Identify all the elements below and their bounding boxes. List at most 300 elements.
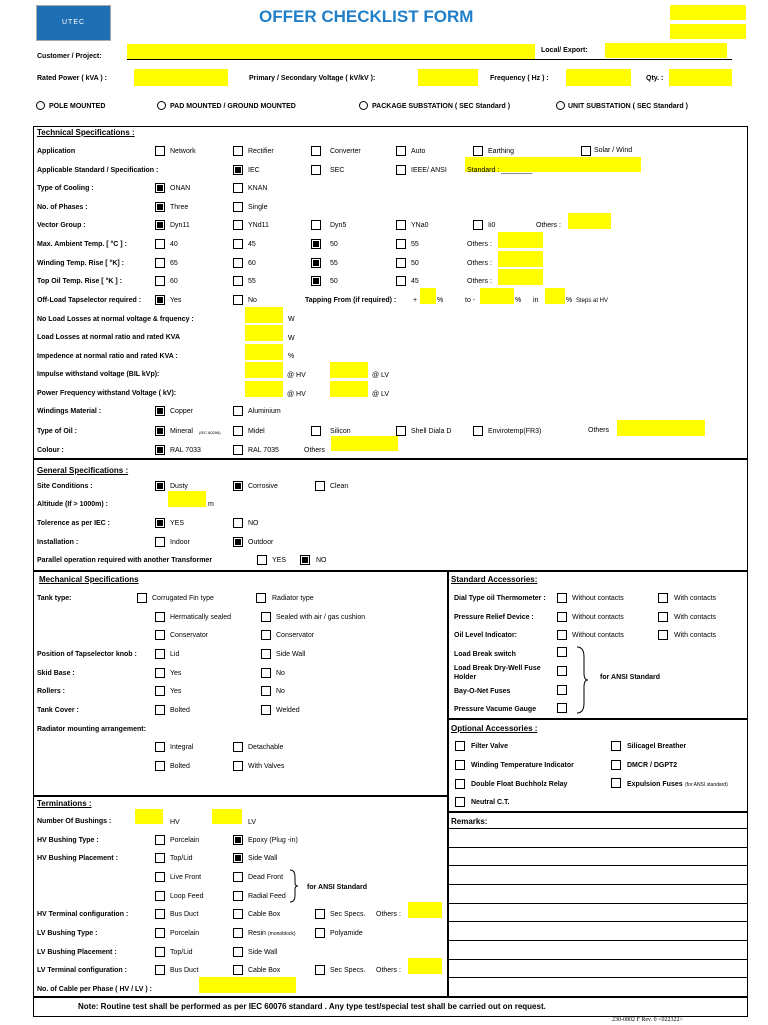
thermometer-label: Dial Type oil Thermometer : <box>454 595 546 602</box>
prd-with-option: With contacts <box>674 614 717 621</box>
remarks-line-1[interactable] <box>449 811 747 829</box>
lv-terminal-label: LV Terminal configuration : <box>37 967 127 974</box>
load-break-switch-label: Load Break switch <box>454 651 516 658</box>
sec-checkbox[interactable] <box>311 165 321 175</box>
prd-label: Pressure Relief Device : <box>454 614 534 621</box>
ambient-45-checkbox[interactable] <box>233 239 243 249</box>
topoil-55-checkbox[interactable] <box>233 276 243 286</box>
cover-bolted-option: Bolted <box>170 707 190 714</box>
dead-front-checkbox[interactable] <box>233 872 243 882</box>
ynd11-checkbox[interactable] <box>233 220 243 230</box>
sec-option: SEC <box>330 167 345 174</box>
vacume-gauge-checkbox[interactable] <box>557 703 567 713</box>
lv-busduct-checkbox[interactable] <box>155 965 165 975</box>
hv-epoxy-checkbox[interactable] <box>233 835 243 845</box>
pole-mounted-radio[interactable] <box>36 101 45 110</box>
steps-hv-label: Steps at HV <box>576 298 609 304</box>
cooling-label: Type of Cooling : <box>37 185 94 192</box>
voltage-field[interactable] <box>418 69 478 86</box>
single-phase-option: Single <box>248 204 268 211</box>
tapknob-sidewall-option: Side Wall <box>276 651 306 658</box>
oil-others-field[interactable] <box>617 420 705 436</box>
ambient-50-option: 50 <box>330 241 338 248</box>
radiator-type-checkbox[interactable] <box>256 593 266 603</box>
general-section <box>33 459 748 571</box>
thermometer-without-option: Without contacts <box>572 595 624 602</box>
lv-bushing-type-label: LV Bushing Type : <box>37 930 98 937</box>
thermometer-without-checkbox[interactable] <box>557 593 567 603</box>
local-export-field[interactable] <box>605 43 727 58</box>
form-title: OFFER CHECKLIST FORM <box>259 7 474 26</box>
expulsion-ansi-note: (for ANSI standard) <box>685 782 728 788</box>
remarks-line-4[interactable] <box>449 867 747 885</box>
dyn5-checkbox[interactable] <box>311 220 321 230</box>
winding-65-checkbox[interactable] <box>155 258 165 268</box>
cable-per-phase-label: No. of Cable per Phase ( HV / LV ) : <box>37 986 152 993</box>
hv-cablebox-checkbox[interactable] <box>233 909 243 919</box>
auto-checkbox[interactable] <box>396 146 406 156</box>
noload-label: No Load Losses at normal voltage & frquency : <box>37 316 194 323</box>
remarks-line-7[interactable] <box>449 923 747 941</box>
envirotemp-checkbox[interactable] <box>473 426 483 436</box>
rectifier-option: Rectifier <box>248 148 274 155</box>
wti-checkbox[interactable] <box>455 760 465 770</box>
converter-option: Converter <box>330 148 361 155</box>
conservator-2-checkbox[interactable] <box>261 630 271 640</box>
hv-bushing-type-label: HV Bushing Type : <box>37 837 99 844</box>
tapknob-lid-checkbox[interactable] <box>155 649 165 659</box>
hv-busduct-option: Bus Duct <box>170 911 199 918</box>
remarks-line-2[interactable] <box>449 830 747 848</box>
std-acc-heading: Standard Accessories: <box>451 575 538 584</box>
ral7035-option: RAL 7035 <box>248 447 279 454</box>
tolerance-no-option: NO <box>248 520 259 527</box>
rollers-yes-checkbox[interactable] <box>155 686 165 696</box>
neutral-ct-checkbox[interactable] <box>455 797 465 807</box>
std-acc-ansi-note: for ANSI Standard <box>600 674 661 681</box>
topoil-label: Top Oil Temp. Rise [ °K ] : <box>37 278 122 285</box>
ambient-40-checkbox[interactable] <box>155 239 165 249</box>
buchholz-option: Double Float Buchholz Relay <box>471 781 568 788</box>
unit-substation-label: UNIT SUBSTATION ( SEC Standard ) <box>568 103 688 110</box>
buchholz-checkbox[interactable] <box>455 779 465 789</box>
shell-diala-checkbox[interactable] <box>396 426 406 436</box>
lv-resin-option: Resin <box>248 930 266 937</box>
lv-monoblock-note: (monoblock) <box>268 931 296 937</box>
ii0-option: Ii0 <box>488 222 496 229</box>
unit-substation-radio[interactable] <box>556 101 565 110</box>
bil-lv-field[interactable] <box>330 362 368 378</box>
site-label: Site Conditions : <box>37 483 93 490</box>
ral7033-checkbox[interactable] <box>155 445 165 455</box>
network-option: Network <box>170 148 196 155</box>
radial-feed-option: Radial Feed <box>248 893 286 900</box>
tapknob-sidewall-checkbox[interactable] <box>261 649 271 659</box>
form-code: 230-0802 F Rev. 0 <022322> <box>612 1017 683 1023</box>
bushings-lv-label: LV <box>248 819 257 826</box>
lv-toplid-checkbox[interactable] <box>155 947 165 957</box>
standard-other-label: Standard : ________ <box>467 167 533 174</box>
fuse-holder-checkbox[interactable] <box>557 666 567 676</box>
ynd11-option: YNd11 <box>248 222 269 229</box>
tapsel-no-option: No <box>248 297 257 304</box>
midel-option: Midel <box>248 428 265 435</box>
loadloss-unit: W <box>288 335 295 342</box>
knan-option: KNAN <box>248 185 268 192</box>
topoil-50-checkbox[interactable] <box>311 276 321 286</box>
indoor-checkbox[interactable] <box>155 537 165 547</box>
oil-others-label: Others <box>588 427 610 434</box>
colour-label: Colour : <box>37 447 64 454</box>
lv-sidewall-option: Side Wall <box>248 949 278 956</box>
vacume-gauge-label: Pressure Vacume Gauge <box>454 706 537 713</box>
dyn11-option: Dyn11 <box>170 222 190 229</box>
with-valves-checkbox[interactable] <box>233 761 243 771</box>
remarks-line-8[interactable] <box>449 942 747 960</box>
lv-resin-checkbox[interactable] <box>233 928 243 938</box>
outdoor-checkbox[interactable] <box>233 537 243 547</box>
ambient-55-option: 55 <box>411 241 419 248</box>
tapping-plus: + <box>413 297 418 304</box>
tolerance-label: Tolerence as per IEC : <box>37 520 111 527</box>
corrugated-checkbox[interactable] <box>137 593 147 603</box>
cable-per-phase-field[interactable] <box>199 977 296 993</box>
impedance-field[interactable] <box>245 344 283 360</box>
ambient-others-field[interactable] <box>498 232 543 248</box>
earthing-option: Earthing <box>488 148 515 155</box>
winding-50-option: 50 <box>411 260 419 267</box>
noload-unit: W <box>288 316 295 323</box>
loadloss-label: Load Losses at normal ratio and rated KVA <box>37 334 181 341</box>
bushings-hv-field[interactable] <box>135 809 163 824</box>
hv-term-others-field[interactable] <box>408 902 442 918</box>
yna0-checkbox[interactable] <box>396 220 406 230</box>
skid-yes-checkbox[interactable] <box>155 668 165 678</box>
bil-hv-field[interactable] <box>245 362 283 378</box>
topoil-others-label: Others : <box>467 278 492 285</box>
lv-term-others-field[interactable] <box>408 958 442 974</box>
vector-others-field[interactable] <box>568 213 611 229</box>
colour-others-label: Others <box>304 447 326 454</box>
bayonet-checkbox[interactable] <box>557 685 567 695</box>
topoil-others-field[interactable] <box>498 269 543 285</box>
loop-feed-option: Loop Feed <box>170 893 204 900</box>
ieee-ansi-checkbox[interactable] <box>396 165 406 175</box>
tapsel-yes-option: Yes <box>170 297 182 304</box>
radial-feed-checkbox[interactable] <box>233 891 243 901</box>
winding-55-option: 55 <box>330 260 338 267</box>
tank-type-label: Tank type: <box>37 595 72 602</box>
rollers-no-option: No <box>276 688 285 695</box>
topoil-45-option: 45 <box>411 278 419 285</box>
winding-others-field[interactable] <box>498 251 543 267</box>
indoor-option: Indoor <box>170 539 190 546</box>
yna0-option: YNa0 <box>411 222 429 229</box>
skid-no-checkbox[interactable] <box>261 668 271 678</box>
lv-porcelain-checkbox[interactable] <box>155 928 165 938</box>
dmcr-option: DMCR / DGPT2 <box>627 762 678 769</box>
package-substation-label: PACKAGE SUBSTATION ( SEC Standard ) <box>372 103 511 110</box>
oil-level-without-checkbox[interactable] <box>557 630 567 640</box>
earthing-checkbox[interactable] <box>473 146 483 156</box>
integral-checkbox[interactable] <box>155 742 165 752</box>
header-field-1[interactable] <box>670 5 746 20</box>
ral7035-checkbox[interactable] <box>233 445 243 455</box>
pfw-hv-field[interactable] <box>245 381 283 397</box>
network-checkbox[interactable] <box>155 146 165 156</box>
application-label: Application <box>37 148 76 155</box>
converter-checkbox[interactable] <box>311 146 321 156</box>
lv-cablebox-checkbox[interactable] <box>233 965 243 975</box>
rollers-no-checkbox[interactable] <box>261 686 271 696</box>
qty-label: Qty. : <box>646 75 664 82</box>
silicagel-checkbox[interactable] <box>611 741 621 751</box>
hv-toplid-checkbox[interactable] <box>155 853 165 863</box>
clean-option: Clean <box>330 483 349 490</box>
conservator-1-option: Conservator <box>170 632 209 639</box>
general-heading: General Specifications : <box>37 466 129 475</box>
loop-feed-checkbox[interactable] <box>155 891 165 901</box>
mineral-option: Mineral <box>170 428 193 435</box>
prd-without-option: Without contacts <box>572 614 624 621</box>
bil-label: Impulse withstand voltage (BIL kVp): <box>37 371 160 378</box>
tapping-plus-field[interactable] <box>420 288 436 304</box>
tapping-minus-field[interactable] <box>480 288 514 304</box>
oil-level-label: Oil Level Indicator: <box>454 632 518 639</box>
lv-sidewall-checkbox[interactable] <box>233 947 243 957</box>
knan-checkbox[interactable] <box>233 183 243 193</box>
tapsel-label: Off-Load Tapselector required : <box>37 297 142 304</box>
lv-placement-label: LV Bushing Placement : <box>37 949 117 956</box>
expulsion-fuses-checkbox[interactable] <box>611 778 621 788</box>
winding-others-label: Others : <box>467 260 492 267</box>
winding-65-option: 65 <box>170 260 178 267</box>
auto-option: Auto <box>411 148 426 155</box>
lv-busduct-option: Bus Duct <box>170 967 199 974</box>
live-front-checkbox[interactable] <box>155 872 165 882</box>
hermetic-checkbox[interactable] <box>155 612 165 622</box>
wti-option: Winding Temperature Indicator <box>471 762 574 769</box>
tapping-steps-field[interactable] <box>545 288 565 304</box>
tapping-to-label: to - <box>465 297 476 304</box>
tolerance-no-checkbox[interactable] <box>233 518 243 528</box>
lv-porcelain-option: Porcelain <box>170 930 200 937</box>
silicon-option: Silicon <box>330 428 351 435</box>
gas-cushion-checkbox[interactable] <box>261 612 271 622</box>
tapping-steps-pct: % <box>566 297 573 304</box>
filter-valve-option: Filter Valve <box>471 743 508 750</box>
three-phase-checkbox[interactable] <box>155 202 165 212</box>
thermometer-with-checkbox[interactable] <box>658 593 668 603</box>
solar-wind-option: Solar / Wind <box>594 147 633 154</box>
technical-section <box>33 126 748 459</box>
live-front-option: Live Front <box>170 874 202 881</box>
customer-field[interactable] <box>127 44 535 59</box>
remarks-line-5[interactable] <box>449 886 747 904</box>
tapping-in-label: in <box>533 297 539 304</box>
ambient-55-checkbox[interactable] <box>396 239 406 249</box>
single-phase-checkbox[interactable] <box>233 202 243 212</box>
header-field-2[interactable] <box>670 24 746 39</box>
iec-option: IEC <box>248 167 260 174</box>
top-rule <box>127 59 732 60</box>
prd-with-checkbox[interactable] <box>658 612 668 622</box>
vector-label: Vector Group : <box>37 222 86 229</box>
aluminium-checkbox[interactable] <box>233 406 243 416</box>
winding-60-checkbox[interactable] <box>233 258 243 268</box>
skid-yes-option: Yes <box>170 670 182 677</box>
ambient-40-option: 40 <box>170 241 178 248</box>
frequency-field[interactable] <box>566 69 631 86</box>
pad-mounted-radio[interactable] <box>157 101 166 110</box>
remarks-line-6[interactable] <box>449 904 747 922</box>
lv-polyamide-option: Polyamide <box>330 930 363 937</box>
dead-front-option: Dead Front <box>248 874 284 881</box>
tapping-from-label: Tapping From (if required) : <box>305 297 397 304</box>
cover-bolted-checkbox[interactable] <box>155 705 165 715</box>
clean-checkbox[interactable] <box>315 481 325 491</box>
hv-sidewall-checkbox[interactable] <box>233 853 243 863</box>
load-break-switch-checkbox[interactable] <box>557 647 567 657</box>
topoil-60-checkbox[interactable] <box>155 276 165 286</box>
loadloss-field[interactable] <box>245 325 283 341</box>
tolerance-yes-option: YES <box>170 520 185 527</box>
local-export-label: Local/ Export: <box>541 47 588 54</box>
hermetic-option: Hermatically sealed <box>170 614 232 621</box>
bushings-label: Number Of Bushings : <box>37 818 112 825</box>
winding-50-checkbox[interactable] <box>396 258 406 268</box>
topoil-55-option: 55 <box>248 278 256 285</box>
altitude-field[interactable] <box>168 491 206 507</box>
bushings-lv-field[interactable] <box>212 809 242 824</box>
vector-others-label: Others : <box>536 222 561 229</box>
technical-heading: Technical Specifications : <box>37 128 135 137</box>
radmount-bolted-checkbox[interactable] <box>155 761 165 771</box>
midel-checkbox[interactable] <box>233 426 243 436</box>
rectifier-checkbox[interactable] <box>233 146 243 156</box>
hv-placement-label: HV Bushing Placement : <box>37 855 118 862</box>
silicon-checkbox[interactable] <box>311 426 321 436</box>
conservator-1-checkbox[interactable] <box>155 630 165 640</box>
tank-cover-label: Tank Cover : <box>37 707 79 714</box>
topoil-45-checkbox[interactable] <box>396 276 406 286</box>
hv-cablebox-option: Cable Box <box>248 911 281 918</box>
shell-diala-option: Shell Diala D <box>411 428 452 435</box>
corrosive-option: Corrosive <box>248 483 278 490</box>
pole-mounted-label: POLE MOUNTED <box>49 103 106 110</box>
pfw-hv-unit: @ HV <box>287 391 306 398</box>
hv-porcelain-option: Porcelain <box>170 837 200 844</box>
lv-cablebox-option: Cable Box <box>248 967 281 974</box>
pfw-lv-unit: @ LV <box>372 391 390 398</box>
bayonet-label: Bay-O-Net Fuses <box>454 688 511 695</box>
corrosive-checkbox[interactable] <box>233 481 243 491</box>
winding-55-checkbox[interactable] <box>311 258 321 268</box>
radmount-label: Radiator mounting arrangement: <box>37 726 146 733</box>
copper-option: Copper <box>170 408 193 415</box>
lv-secspecs-checkbox[interactable] <box>315 965 325 975</box>
hv-sidewall-option: Side Wall <box>248 855 278 862</box>
customer-label: Customer / Project: <box>37 53 102 60</box>
mechanical-heading: Mechanical Specifications <box>39 575 139 584</box>
ambient-others-label: Others : <box>467 241 492 248</box>
tapknob-label: Position of Tapselector knob : <box>37 651 137 658</box>
ambient-50-checkbox[interactable] <box>311 239 321 249</box>
cover-welded-checkbox[interactable] <box>261 705 271 715</box>
logo-text: UTEC <box>62 19 86 26</box>
package-substation-radio[interactable] <box>359 101 368 110</box>
hv-ansi-note: for ANSI Standard <box>307 884 368 891</box>
corrugated-option: Corrugated Fin type <box>152 595 214 602</box>
remarks-line-9[interactable] <box>449 960 747 978</box>
oil-level-with-checkbox[interactable] <box>658 630 668 640</box>
oil-label: Type of Oil : <box>37 428 77 435</box>
lv-toplid-option: Top/Lid <box>170 949 193 956</box>
filter-valve-checkbox[interactable] <box>455 741 465 751</box>
parallel-no-checkbox[interactable] <box>300 555 310 565</box>
solar-wind-checkbox[interactable] <box>581 146 591 156</box>
skid-label: Skid Base : <box>37 670 75 677</box>
hv-porcelain-checkbox[interactable] <box>155 835 165 845</box>
dmcr-checkbox[interactable] <box>611 760 621 770</box>
rated-power-field[interactable] <box>134 69 228 86</box>
onan-checkbox[interactable] <box>155 183 165 193</box>
winding-label: Winding Temp. Rise [ °K] : <box>37 260 124 267</box>
parallel-yes-checkbox[interactable] <box>257 555 267 565</box>
hv-epoxy-option: Epoxy (Plug -in) <box>248 837 298 844</box>
lv-polyamide-checkbox[interactable] <box>315 928 325 938</box>
ieee-ansi-option: IEEE/ ANSI <box>411 167 447 174</box>
prd-without-checkbox[interactable] <box>557 612 567 622</box>
ambient-45-option: 45 <box>248 241 256 248</box>
detachable-checkbox[interactable] <box>233 742 243 752</box>
rated-power-label: Rated Power ( kVA ) : <box>37 75 108 82</box>
iec-checkbox[interactable] <box>233 165 243 175</box>
winding-60-option: 60 <box>248 260 256 267</box>
hv-secspecs-checkbox[interactable] <box>315 909 325 919</box>
mineral-checkbox[interactable] <box>155 426 165 436</box>
tapping-plus-pct: % <box>437 297 444 304</box>
envirotemp-option: Envirotemp(FR3) <box>488 428 542 435</box>
voltage-label: Primary / Secondary Voltage ( kV/kV ): <box>249 75 376 82</box>
colour-others-field[interactable] <box>331 436 398 451</box>
dusty-checkbox[interactable] <box>155 481 165 491</box>
impedance-unit: % <box>288 353 295 360</box>
conservator-2-option: Conservator <box>276 632 315 639</box>
three-phase-option: Three <box>170 204 189 211</box>
tolerance-yes-checkbox[interactable] <box>155 518 165 528</box>
terminations-heading: Terminations : <box>37 799 92 808</box>
tapsel-no-checkbox[interactable] <box>233 295 243 305</box>
noload-field[interactable] <box>245 307 283 323</box>
pfw-lv-field[interactable] <box>330 381 368 397</box>
topoil-50-option: 50 <box>330 278 338 285</box>
remarks-line-3[interactable] <box>449 848 747 866</box>
ii0-checkbox[interactable] <box>473 220 483 230</box>
impedance-label: Impedence at normal ratio and rated KVA : <box>37 353 178 360</box>
qty-field[interactable] <box>669 69 732 86</box>
rollers-label: Rollers : <box>37 688 66 695</box>
utec-logo <box>36 5 111 41</box>
detachable-option: Detachable <box>248 744 284 751</box>
dyn11-checkbox[interactable] <box>155 220 165 230</box>
parallel-no-option: NO <box>316 557 327 564</box>
radmount-bolted-option: Bolted <box>170 763 190 770</box>
mineral-iec-note: (IEC 60296) <box>199 430 221 435</box>
copper-checkbox[interactable] <box>155 406 165 416</box>
hv-busduct-checkbox[interactable] <box>155 909 165 919</box>
tapsel-yes-checkbox[interactable] <box>155 295 165 305</box>
